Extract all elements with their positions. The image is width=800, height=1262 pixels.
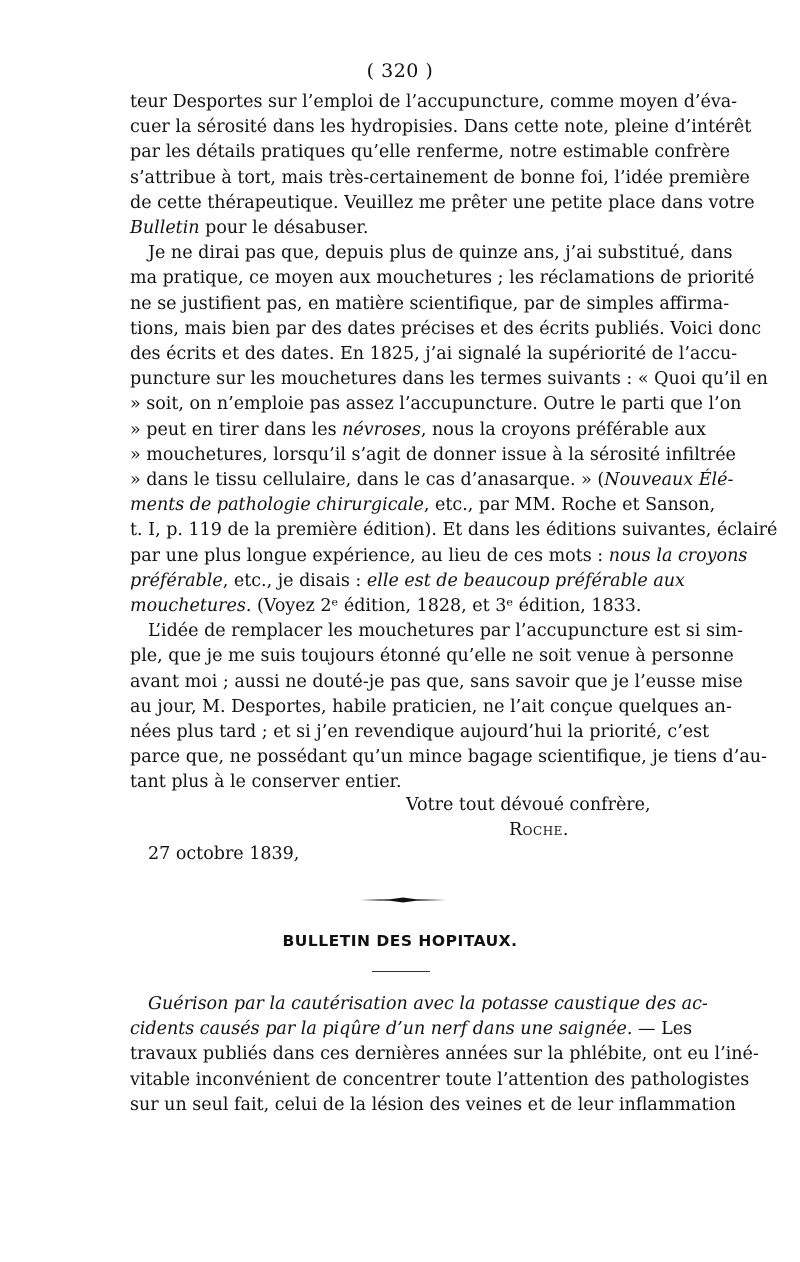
text-line: L’idée de remplacer les mouchetures par l’accupuncture est si sim- bbox=[148, 621, 744, 642]
text-line: vitable inconvénient de concentrer toute l’attention des pathologistes bbox=[130, 1069, 750, 1090]
text-line: ne se justifient pas, en matière scientifique, par de simples affirma- bbox=[130, 293, 730, 314]
page-number: ( 320 ) bbox=[366, 60, 434, 82]
text-line: parce que, ne possédant qu’un mince bagage scientifique, je tiens d’au- bbox=[130, 747, 767, 768]
text-line: cidents causés par la piqûre d’un nerf dans une saignée. — Les bbox=[130, 1019, 693, 1040]
text-line: nées plus tard ; et si j’en revendique aujourd’hui la priorité, c’est bbox=[130, 722, 710, 743]
text-line: sur un seul fait, celui de la lésion des veines et de leur inflammation bbox=[130, 1094, 736, 1115]
text-line: s’attribue à tort, mais très-certainement de bonne foi, l’idée première bbox=[130, 167, 750, 188]
letter-paragraph-1 bbox=[130, 90, 755, 241]
text-line: au jour, M. Desportes, habile praticien, ne l’ait conçue quelques an- bbox=[130, 696, 732, 717]
text-line: par une plus longue expérience, au lieu de ces mots : nous la croyons bbox=[130, 545, 748, 566]
signature-name: Roche. bbox=[509, 820, 569, 840]
text-line: tions, mais bien par des dates précises et des écrits publiés. Voici donc bbox=[130, 318, 762, 339]
text-line: teur Desportes sur l’emploi de l’accupuncture, comme moyen d’éva- bbox=[130, 92, 738, 112]
letter-paragraph-3 bbox=[130, 619, 767, 795]
letter-paragraph-2 bbox=[130, 241, 778, 619]
text-line: » soit, on n’emploie pas assez l’accupuncture. Outre le parti que l’on bbox=[130, 394, 742, 415]
section-heading: BULLETIN DES HOPITAUX. bbox=[282, 932, 518, 950]
text-line: ma pratique, ce moyen aux mouchetures ; les réclamations de priorité bbox=[130, 268, 755, 289]
divider-rule bbox=[372, 971, 430, 972]
text-line: des écrits et des dates. En 1825, j’ai signalé la supériorité de l’accu- bbox=[130, 344, 738, 365]
letter-date: 27 octobre 1839, bbox=[148, 844, 300, 864]
text-line: » dans le tissu cellulaire, dans le cas d’anasarque. » (Nouveaux Élé- bbox=[130, 470, 734, 491]
text-line: de cette thérapeutique. Veuillez me prêter une petite place dans votre bbox=[130, 192, 755, 213]
text-line: ments de pathologie chirurgicale, etc., par MM. Roche et Sanson, bbox=[130, 495, 716, 516]
text-line: tant plus à le conserver entier. bbox=[130, 772, 402, 793]
text-line: ple, que je me suis toujours étonné qu’elle ne soit venue à personne bbox=[130, 646, 734, 667]
letter-text bbox=[130, 90, 778, 796]
bulletin-paragraph-1 bbox=[130, 992, 759, 1118]
text-line: cuer la sérosité dans les hydropisies. Dans cette note, pleine d’intérêt bbox=[130, 117, 752, 138]
text-line: puncture sur les mouchetures dans les termes suivants : « Quoi qu’il en bbox=[130, 369, 768, 390]
text-line: t. I, p. 119 de la première édition). Et dans les éditions suivantes, éclairé bbox=[130, 520, 778, 541]
text-line: » mouchetures, lorsqu’il s’agit de donner issue à la sérosité infiltrée bbox=[130, 444, 736, 465]
text-line: Bulletin pour le désabuser. bbox=[130, 218, 369, 239]
text-line: Je ne dirai pas que, depuis plus de quinze ans, j’ai substitué, dans bbox=[148, 243, 733, 264]
text-line: Guérison par la cautérisation avec la potasse caustique des ac- bbox=[148, 994, 708, 1014]
bulletin-text bbox=[130, 992, 759, 1118]
signature-closing: Votre tout dévoué confrère, bbox=[406, 795, 651, 815]
text-line: avant moi ; aussi ne douté-je pas que, sans savoir que je l’eusse mise bbox=[130, 671, 743, 692]
text-line: par les détails pratiques qu’elle renferme, notre estimable confrère bbox=[130, 142, 730, 163]
text-line: préférable, etc., je disais : elle est de beaucoup préférable aux bbox=[130, 570, 685, 591]
text-line: mouchetures. (Voyez 2ᵉ édition, 1828, et 3ᵉ édition, 1833. bbox=[130, 596, 642, 617]
text-line: travaux publiés dans ces dernières années sur la phlébite, ont eu l’iné- bbox=[130, 1044, 759, 1065]
text-line: » peut en tirer dans les névroses, nous la croyons préférable aux bbox=[130, 419, 706, 440]
ornament-divider bbox=[360, 897, 446, 903]
